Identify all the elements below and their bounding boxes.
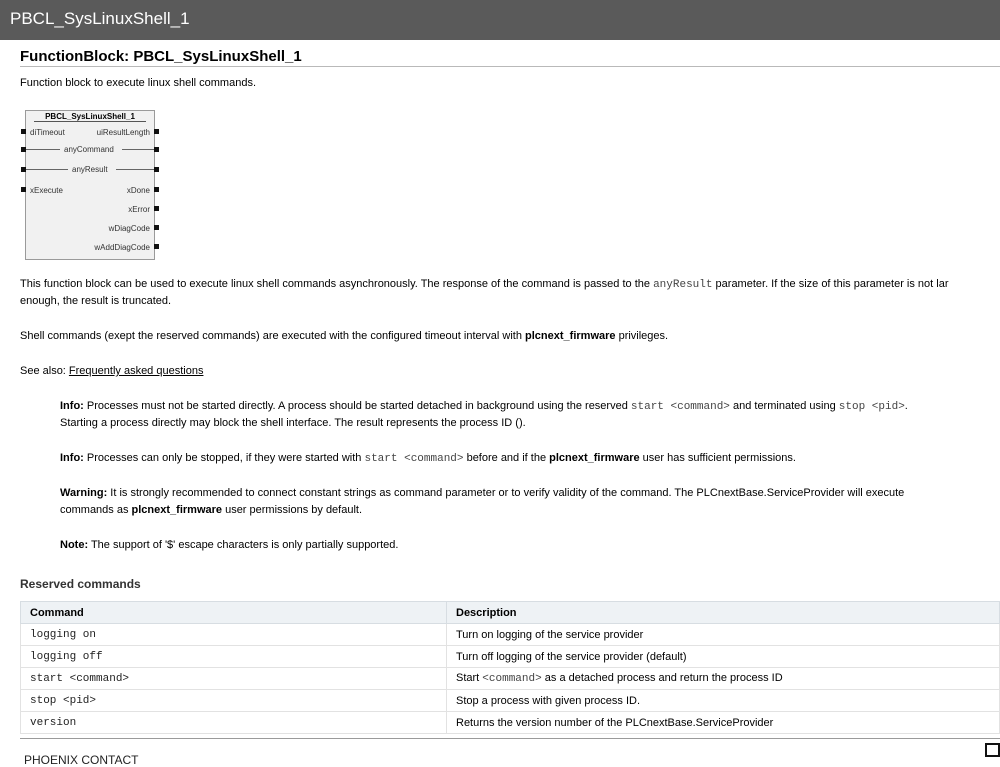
- description-line-2: enough, the result is truncated.: [20, 295, 172, 307]
- plcnext-firmware-bold: plcnext_firmware: [549, 452, 640, 464]
- info-text: and terminated using: [729, 400, 839, 412]
- info-label: Info:: [60, 400, 84, 412]
- info-note-1-line-1: [60, 398, 908, 416]
- fb-pin-wdiagcode: [154, 225, 159, 230]
- phoenix-contact-logo-icon: [985, 743, 1000, 757]
- fb-pin-anycommand-out: [154, 147, 159, 152]
- fb-title-underline: [34, 121, 146, 122]
- fb-output-xdone: xDone: [126, 186, 150, 195]
- info-note-1-line-2: Starting a process directly may block the shell interface. The result represents the process ID ().: [60, 417, 526, 429]
- note-label: Note:: [60, 539, 89, 551]
- fb-pin-anyresult-out: [154, 167, 159, 172]
- warning-text: It is strongly recommended to connect constant strings as command parameter or to verify validity of the command. The PLCnextBase.ServiceProvider will execute: [107, 487, 905, 499]
- description-cell: Stop a process with given process ID.: [447, 690, 1000, 712]
- info-text: user has sufficient permissions.: [639, 452, 796, 464]
- fb-title: PBCL_SysLinuxShell_1: [45, 112, 135, 121]
- command-cell: start <command>: [21, 668, 447, 690]
- info-text: Processes can only be stopped, if they were started with: [83, 452, 365, 464]
- fb-pin-ditimeout: [21, 129, 26, 134]
- fb-line-right-anycommand: [122, 149, 154, 150]
- fb-input-ditimeout: diTimeout: [30, 128, 65, 137]
- description-text: as a detached process and return the process ID: [541, 672, 783, 684]
- code-anyresult: anyResult: [653, 279, 713, 291]
- privileges-paragraph: [20, 328, 668, 345]
- description-cell: Returns the version number of the PLCnextBase.ServiceProvider: [447, 712, 1000, 734]
- fb-pin-xerror: [154, 206, 159, 211]
- warning-text: user permissions by default.: [222, 504, 363, 516]
- title-bar: [0, 0, 1000, 40]
- plcnext-firmware-bold: plcnext_firmware: [525, 330, 616, 342]
- page-title: FunctionBlock: PBCL_SysLinuxShell_1: [20, 48, 302, 65]
- fb-output-xerror: xError: [128, 205, 150, 214]
- code-start-command: start <command>: [630, 401, 730, 413]
- code-command: <command>: [482, 673, 542, 685]
- column-header-command: Command: [21, 602, 447, 624]
- description-cell: Turn on logging of the service provider: [447, 624, 1000, 646]
- description-text: Start: [456, 672, 483, 684]
- fb-line-left-anyresult: [26, 169, 68, 170]
- warning-label: Warning:: [60, 487, 108, 499]
- fb-pin-xdone: [154, 187, 159, 192]
- description-text: parameter. If the size of this parameter is not lar: [712, 278, 949, 290]
- column-header-description: Description: [447, 602, 1000, 624]
- fb-line-left-anycommand: [26, 149, 60, 150]
- table-row: [21, 668, 1000, 690]
- table-row: [21, 690, 1000, 712]
- reserved-commands-heading: Reserved commands: [20, 577, 141, 591]
- fb-pin-waddiagcode: [154, 244, 159, 249]
- table-row: [21, 646, 1000, 668]
- table-row: [21, 624, 1000, 646]
- faq-link[interactable]: Frequently asked questions: [68, 365, 204, 377]
- note-escape: [60, 537, 398, 554]
- fb-input-xexecute: xExecute: [30, 186, 63, 195]
- warning-text: commands as: [60, 504, 132, 516]
- command-cell: logging on: [21, 624, 447, 646]
- info-note-2: [60, 450, 796, 468]
- description-text: This function block can be used to execute linux shell commands asynchronously. The response of the command is passed to the: [20, 278, 654, 290]
- description-cell: [447, 668, 1000, 690]
- fb-output-waddiagcode: wAddDiagCode: [94, 243, 150, 252]
- fb-inout-anyresult: anyResult: [72, 165, 108, 174]
- table-header-row: [21, 602, 1000, 624]
- fb-pin-uiresultlength: [154, 129, 159, 134]
- warning-note-line-2: [60, 502, 362, 519]
- window-title: PBCL_SysLinuxShell_1: [10, 9, 190, 28]
- fb-inout-anycommand: anyCommand: [64, 145, 114, 154]
- see-also: [20, 363, 203, 380]
- info-text: Processes must not be started directly. A process should be started detached in background using the reserved: [83, 400, 631, 412]
- function-block-diagram: [25, 110, 155, 260]
- reserved-commands-table: [20, 601, 1000, 734]
- privileges-text: Shell commands (exept the reserved commands) are executed with the configured timeout interval with: [20, 330, 526, 342]
- info-label: Info:: [60, 452, 84, 464]
- warning-note-line-1: [60, 485, 904, 502]
- see-also-label: See also:: [20, 365, 69, 377]
- plcnext-firmware-bold: plcnext_firmware: [131, 504, 223, 516]
- note-text: The support of '$' escape characters is only partially supported.: [88, 539, 399, 551]
- fb-output-wdiagcode: wDiagCode: [108, 224, 150, 233]
- title-divider: [20, 66, 1000, 67]
- privileges-text: privileges.: [615, 330, 669, 342]
- info-text: before and if the: [463, 452, 550, 464]
- info-text: .: [904, 400, 908, 412]
- code-start-command: start <command>: [364, 453, 464, 465]
- description-line-1: [20, 276, 948, 294]
- intro-text: Function block to execute linux shell commands.: [20, 77, 257, 89]
- command-cell: version: [21, 712, 447, 734]
- fb-pin-anycommand-in: [21, 147, 26, 152]
- fb-output-uiresultlength: uiResultLength: [96, 128, 150, 137]
- command-cell: logging off: [21, 646, 447, 668]
- fb-pin-xexecute: [21, 187, 26, 192]
- footer-company: PHOENIX CONTACT: [24, 753, 139, 767]
- footer-divider: [20, 738, 1000, 739]
- fb-line-right-anyresult: [116, 169, 154, 170]
- command-cell: stop <pid>: [21, 690, 447, 712]
- code-stop-pid: stop <pid>: [838, 401, 905, 413]
- table-row: [21, 712, 1000, 734]
- fb-pin-anyresult-in: [21, 167, 26, 172]
- description-cell: Turn off logging of the service provider (default): [447, 646, 1000, 668]
